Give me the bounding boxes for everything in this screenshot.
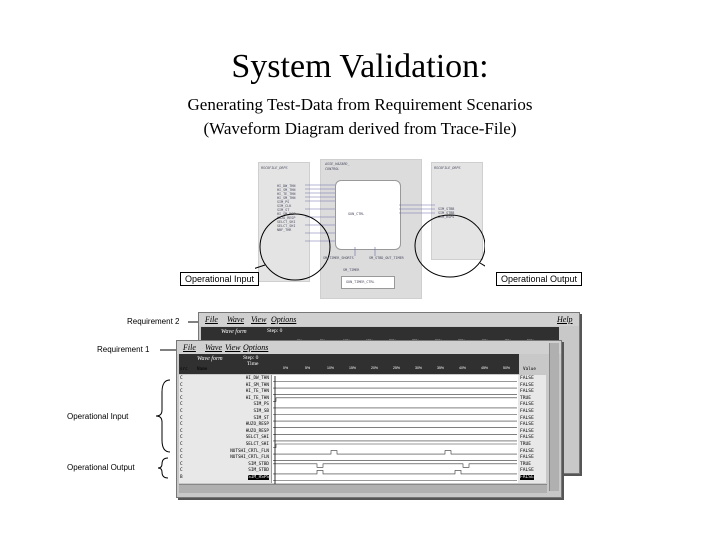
- right-port-label-1: SIM_STBB: [438, 211, 455, 215]
- left-port-label-4: SIM_PS: [277, 200, 290, 204]
- signal-value-15: FALSE: [520, 475, 534, 480]
- signal-name-1[interactable]: HI_SM_THN: [245, 382, 269, 388]
- right-port-label-2: SIM_RSPS: [438, 215, 455, 219]
- signal-name-10[interactable]: SELCT_SHI: [245, 442, 269, 447]
- signal-src-11: C: [180, 448, 183, 454]
- signal-src-2: C: [180, 389, 183, 395]
- signal-trace-10: [273, 444, 517, 448]
- tick-label-front-3: 15%: [349, 366, 357, 370]
- signal-src-15: B: [180, 475, 183, 480]
- menu-options[interactable]: Options: [243, 343, 269, 352]
- operational-output-side-label: Operational Output: [67, 463, 135, 472]
- signal-src-13: C: [180, 461, 183, 467]
- bus-label-2: SM_STBD_OUT_TIMER: [369, 256, 404, 260]
- right-panel-header: RSCOFILE_DRPS: [434, 166, 461, 170]
- tick-label-front-1: 5%: [305, 366, 311, 370]
- left-port-label-6: SIM_ST: [277, 208, 290, 212]
- signal-src-10: C: [180, 442, 183, 447]
- slide-subtitle-line-1: Generating Test-Data from Requirement Scenarios: [187, 95, 533, 114]
- signal-name-4[interactable]: SIM_PS: [253, 402, 269, 408]
- left-port-label-1: HI_SM_THN: [277, 188, 296, 192]
- operational-input-callout: Operational Input: [180, 272, 259, 286]
- slide-title: System Validation:: [231, 48, 489, 85]
- signal-value-3: TRUE: [520, 395, 532, 401]
- step-label-back: Step: 0: [267, 328, 283, 334]
- signal-name-9[interactable]: SELCT_SHI: [245, 435, 269, 441]
- signal-trace-13: [273, 464, 517, 468]
- center-header-2: CONTROL: [325, 167, 340, 171]
- left-port-label-3: HI_SM_THN: [277, 196, 296, 200]
- tick-label-front-5: 25%: [393, 366, 401, 370]
- signal-value-12: FALSE: [520, 455, 534, 461]
- signal-value-14: FALSE: [520, 468, 534, 474]
- signal-value-10: TRUE: [520, 442, 532, 447]
- left-port-label-10: SELCT_SHI: [277, 224, 296, 228]
- signal-name-5[interactable]: SIM_SB: [253, 409, 269, 414]
- signal-name-14[interactable]: SIM_STBD: [248, 468, 269, 474]
- src-column-header: src: [180, 367, 188, 372]
- left-port-label-9: SELCT_SHI: [277, 220, 296, 224]
- signal-name-2[interactable]: HI_TE_THN: [245, 389, 269, 395]
- tick-label-front-0: 0%: [283, 366, 289, 370]
- help-menu-back[interactable]: Help: [557, 315, 573, 324]
- menu-file[interactable]: File: [183, 343, 196, 352]
- signal-src-5: C: [180, 409, 183, 414]
- signal-src-9: C: [180, 435, 183, 441]
- signal-name-13[interactable]: SIM_STBD: [248, 461, 269, 467]
- operational-output-callout: Operational Output: [496, 272, 582, 286]
- signal-value-13: TRUE: [520, 461, 532, 467]
- bus-label-1: SM_TIMER_SHORTS: [323, 256, 354, 260]
- signal-trace-14: [273, 470, 517, 474]
- schematic-diagram: [255, 157, 485, 300]
- tick-label-front-2: 10%: [327, 366, 335, 370]
- left-port-label-2: HI_TE_THN: [277, 192, 296, 196]
- signal-trace-11: [273, 451, 517, 455]
- signal-name-6[interactable]: SIM_ST: [253, 415, 269, 421]
- signal-src-14: C: [180, 468, 183, 474]
- operational-input-side-label: Operational Input: [67, 412, 129, 421]
- signal-name-0[interactable]: HI_DW_THN: [245, 376, 269, 381]
- value-column-header: Value: [523, 367, 536, 372]
- tick-label-front-10: 50%: [503, 366, 511, 370]
- step-label-front: Step: 0: [243, 355, 259, 361]
- tick-label-front-7: 35%: [437, 366, 445, 370]
- signal-value-5: FALSE: [520, 409, 534, 414]
- signal-value-4: FALSE: [520, 402, 534, 408]
- signal-value-11: FALSE: [520, 448, 534, 454]
- signal-value-7: FALSE: [520, 422, 534, 428]
- schematic-highlight-circles: [255, 157, 485, 300]
- gun-ctrl-label: GUN_CTRL: [348, 212, 365, 216]
- left-port-label-5: SIM_CLK: [277, 204, 292, 208]
- signal-src-6: C: [180, 415, 183, 421]
- tick-label-front-9: 45%: [481, 366, 489, 370]
- signal-value-2: FALSE: [520, 389, 534, 395]
- signal-value-1: FALSE: [520, 382, 534, 388]
- timer-box-title: SM_TIMER: [343, 268, 360, 272]
- left-port-label-0: HI_DW_THN: [277, 184, 296, 188]
- waveform-traces: [177, 341, 561, 497]
- center-header-1: ASSE_HAZARD_: [325, 162, 350, 166]
- signal-name-15[interactable]: SIM_RSPS: [248, 475, 269, 480]
- time-unit-label-front: Time: [247, 361, 259, 367]
- menu-view-back[interactable]: View: [251, 315, 267, 324]
- menu-options-back[interactable]: Options: [271, 315, 297, 324]
- menu-file-back[interactable]: File: [205, 315, 218, 324]
- signal-src-4: C: [180, 402, 183, 408]
- signal-src-1: C: [180, 382, 183, 388]
- waveform-label-front: Wave form: [197, 356, 223, 362]
- tick-label-front-4: 20%: [371, 366, 379, 370]
- signal-name-12[interactable]: NUTSHI_CRTL_FLN: [230, 455, 269, 461]
- left-port-label-7: HI_SM_RSP: [277, 212, 296, 216]
- tick-label-front-6: 30%: [415, 366, 423, 370]
- timer-block-label: GUN_TIMER_CTRL: [346, 280, 375, 284]
- signal-trace-3: [273, 398, 517, 402]
- signal-name-11[interactable]: NUTSHI_CRTL_FLN: [230, 448, 269, 454]
- waveform-window-requirement-1[interactable]: [176, 340, 562, 498]
- left-port-label-8: HUZO_RESP: [277, 216, 296, 220]
- signal-value-6: FALSE: [520, 415, 534, 421]
- tick-label-front-8: 40%: [459, 366, 467, 370]
- signal-name-3[interactable]: HI_TE_THN: [245, 395, 269, 401]
- right-port-label-0: SIM_STBB: [438, 207, 455, 211]
- signal-name-7[interactable]: HUZO_RESP: [245, 422, 269, 428]
- signal-value-8: FALSE: [520, 428, 534, 434]
- signal-src-0: C: [180, 376, 183, 381]
- signal-src-8: C: [180, 428, 183, 434]
- left-port-label-11: NBF_THR: [277, 228, 292, 232]
- menu-wave[interactable]: Wave: [205, 343, 223, 352]
- name-column-header: Name: [197, 367, 208, 372]
- menu-wave-back[interactable]: Wave: [227, 315, 245, 324]
- signal-src-3: C: [180, 395, 183, 401]
- signal-value-9: FALSE: [520, 435, 534, 441]
- signal-src-7: C: [180, 422, 183, 428]
- signal-name-8[interactable]: HUZO_RESP: [245, 428, 269, 434]
- requirement-2-label: Requirement 2: [127, 317, 180, 326]
- signal-src-12: C: [180, 455, 183, 461]
- menu-bar-back: [199, 313, 579, 326]
- slide-subtitle-line-2: (Waveform Diagram derived from Trace-File): [203, 119, 517, 138]
- left-panel-header: RSCOFILE_DRPS: [261, 166, 288, 170]
- menu-view[interactable]: View: [225, 343, 241, 352]
- waveform-label-back: Wave form: [221, 329, 247, 335]
- signal-value-0: FALSE: [520, 376, 534, 381]
- requirement-1-label: Requirement 1: [97, 345, 150, 354]
